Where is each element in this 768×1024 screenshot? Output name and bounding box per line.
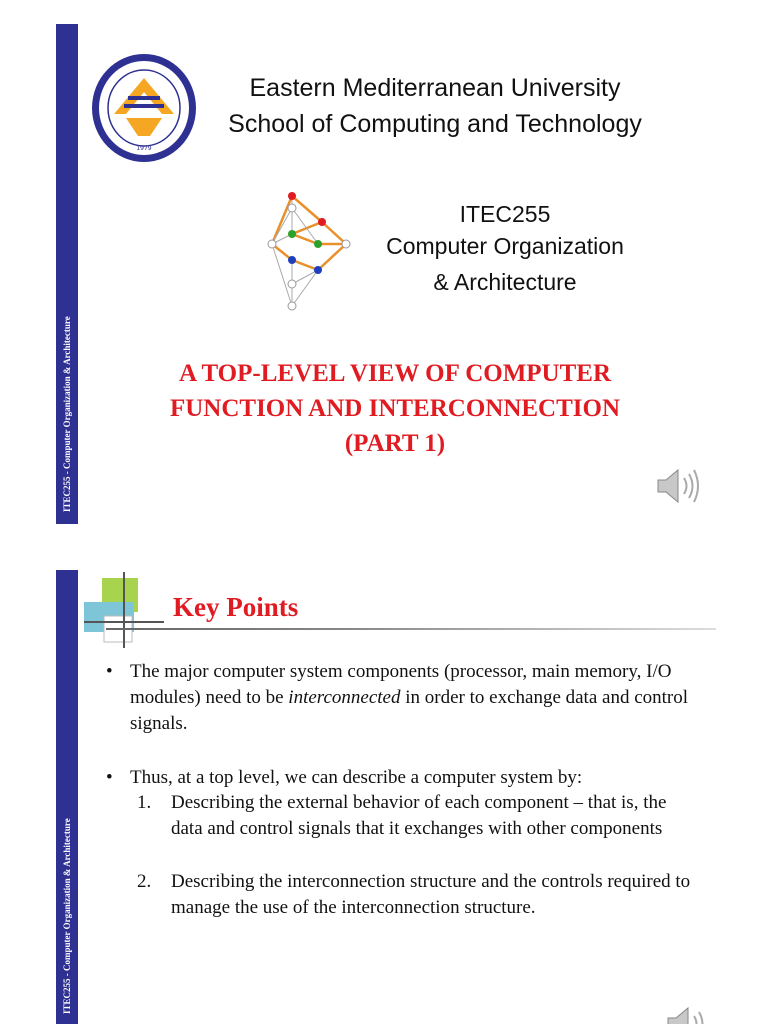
bullet-marker: • (106, 661, 113, 682)
bullet2-text: Thus, at a top level, we can describe a computer system by: (130, 767, 583, 788)
logo-year: 1979 (136, 145, 152, 152)
item-number: 1. (137, 792, 152, 813)
slide-title-line2: FUNCTION AND INTERCONNECTION (169, 395, 621, 422)
decorative-squares-icon (84, 572, 164, 648)
bullet1-text-end: in order to exchange data and control signals. (130, 687, 689, 734)
bullet1-emphasis: interconnected (288, 687, 401, 708)
course-name-line1: Computer Organization (386, 233, 624, 259)
university-name: Eastern Mediterranean University (249, 74, 621, 102)
course-name-line2: & Architecture (433, 269, 577, 295)
school-name: School of Computing and Technology (228, 110, 642, 138)
heading-divider (106, 628, 716, 630)
slide-title-line3: (PART 1) (344, 430, 446, 457)
slide-title-line1: A TOP-LEVEL VIEW OF COMPUTER (178, 360, 612, 387)
slide-2 (0, 566, 768, 1024)
bullet1-text-start: The major computer system components (processor, main memory, I/O modules) need to be (130, 661, 672, 708)
sidebar-label: ITEC255 - Computer Organization & Architecture (62, 818, 72, 1014)
item-number: 2. (137, 871, 152, 892)
university-logo (90, 52, 198, 164)
item1-text: Describing the external behavior of each component – that is, the data and control signals that it exchanges with other components (171, 792, 667, 839)
slide-separator (0, 548, 768, 566)
speaker-icon[interactable] (654, 466, 702, 506)
sidebar-label: ITEC255 - Computer Organization & Architecture (62, 316, 72, 512)
slide-heading: Key Points (173, 592, 299, 622)
course-code: ITEC255 (459, 201, 551, 227)
speaker-icon[interactable] (664, 1004, 712, 1024)
item2-text: Describing the interconnection structure and the controls required to manage the use of the interconnection structure. (171, 871, 691, 918)
bullet-marker: • (106, 767, 113, 788)
